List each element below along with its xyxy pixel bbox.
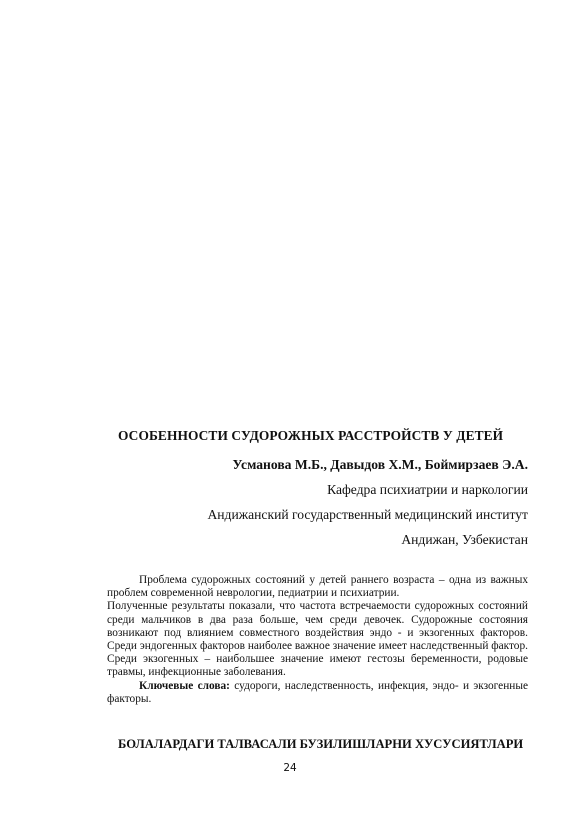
location: Андижан, Узбекистан — [401, 532, 528, 547]
keywords-label: Ключевые слова: — [139, 679, 230, 692]
abstract — [107, 574, 528, 706]
keywords-text: судороги, наследственность, инфекция, эндо- и экзогенные факторы. — [107, 679, 528, 705]
page-number: 24 — [283, 762, 297, 774]
keywords — [107, 680, 528, 706]
abstract-paragraph-2: Полученные результаты показали, что частота встречаемости судорожных состояний среди мальчиков в два раза больше, чем среди девочек. Судорожные состояния возникают под влиянием совместного воздействия эндо - и экзогенных факторов. Среди эндогенных факторов наиболее важное значение имеет наследственный фактор. Среди экзогенных – наибольшее значение имеют гестозы беременности, родовые травмы, инфекционные заболевания. — [107, 600, 528, 679]
article-authors: Усманова М.Б., Давыдов Х.М., Боймирзаев Э.А. — [232, 457, 528, 472]
institution: Андижанский государственный медицинский институт — [207, 507, 528, 522]
article-title: ОСОБЕННОСТИ СУДОРОЖНЫХ РАССТРОЙСТВ У ДЕТЕЙ — [118, 428, 504, 443]
department: Кафедра психиатрии и наркологии — [327, 482, 528, 497]
abstract-paragraph-1: Проблема судорожных состояний у детей раннего возраста – одна из важных проблем современной неврологии, педиатрии и психиатрии. — [107, 574, 528, 600]
next-article-title: БОЛАЛАРДАГИ ТАЛВАСАЛИ БУЗИЛИШЛАРНИ ХУСУСИЯТЛАРИ — [118, 737, 524, 751]
